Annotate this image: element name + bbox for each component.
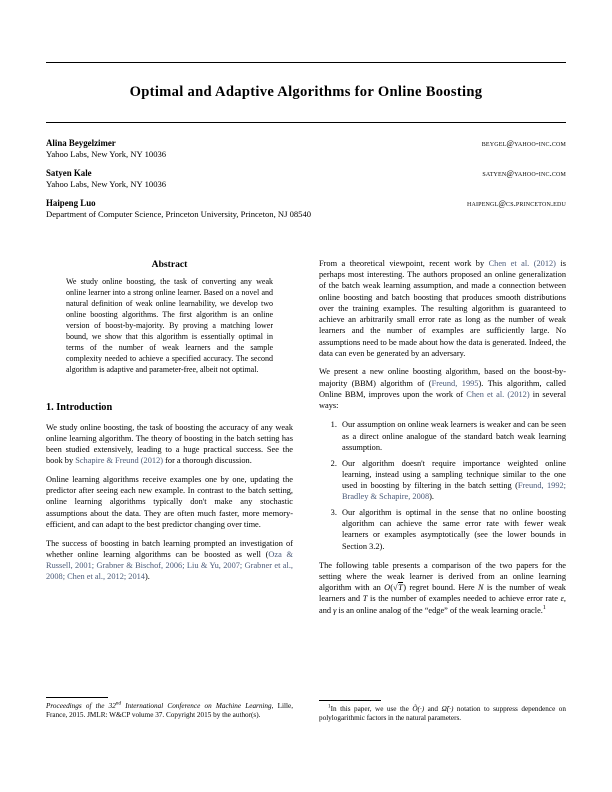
citation-reference[interactable]: Chen et al. (2012) — [466, 389, 530, 399]
math-symbol-gamma: γ — [333, 605, 337, 615]
proceedings-ordinal: nd — [115, 700, 122, 707]
abstract-heading: Abstract — [151, 259, 188, 270]
author-name: Haipeng Luo — [46, 198, 96, 208]
paragraph-with-math — [319, 560, 566, 616]
text-segment: ). — [144, 572, 150, 582]
title-rule-bottom — [46, 122, 566, 123]
list-item — [339, 458, 566, 503]
footnote-right — [319, 700, 566, 724]
text-segment: Our algorithm doesn't require importance weighted online learning, instead using a sampling technique similar to the one used in boosting by filtering in the batch setting ( — [342, 458, 566, 490]
text-segment: in several ways: — [319, 389, 567, 411]
math-sqrt-sign: √ — [392, 583, 398, 593]
text-segment: In this paper, we use the — [330, 704, 413, 713]
author-line — [46, 138, 566, 148]
text-segment: Our algorithm is optimal in the sense that no online boosting algorithm can achieve the same error rate with fewer weak learners or examples asymptotically (see the lower bounds in Section 3.2). — [342, 507, 566, 551]
author-block — [46, 138, 566, 228]
title-rule-top — [46, 62, 566, 63]
math-symbol-epsilon: ε — [560, 594, 564, 604]
text-segment: We study online boosting, the task of boosting the accuracy of any weak online learning algorithm. The theory of boosting in the batch setting has been studied extensively, leading to a huge practical success. See the book by — [46, 422, 293, 466]
proceedings-lead: Proceedings of the 32 — [46, 701, 116, 710]
text-segment: ). — [429, 492, 434, 502]
citation-reference[interactable]: Oza & Russell, 2001; Grabner & Bischof, 2006; Liu & Yu, 2007; Grabner et al., 2008; Chen et al., 2012; 2014 — [46, 549, 293, 582]
math-symbol-N: N — [477, 583, 484, 593]
list-item — [339, 507, 566, 552]
text-segment: Online learning algorithms receive examples one by one, updating the predictor after seeing each new example. In contrast to the batch setting, online learning algorithms typically don't make any stochastic assumptions about the data. They are often much faster, more memory-efficient, and can adapt to the best predictor changing over time. — [46, 474, 293, 529]
text-segment: We present a new online boosting algorithm, based on the boost-by-majority (BBM) algorithm of ( — [319, 367, 566, 388]
abstract-text: We study online boosting, the task of converting any weak online learner into a strong online learner. Based on a novel and natural definition of weak online learnability, we develop two online boosting algorithms. The first algorithm is an online version of boost-by-majority. By proving a matching lower bound, we show that this algorithm is essentially optimal in terms of the number of weak learners and the sample complexity needed to achieve a specified accuracy. The second algorithm is adaptive and parameter-free, albeit not optimal. — [66, 277, 273, 374]
footnote-left — [46, 697, 293, 721]
citation-reference[interactable]: Chen et al. (2012) — [488, 259, 556, 268]
section-heading-introduction: 1. Introduction — [46, 401, 113, 413]
citation-reference[interactable]: Freund, 1995 — [431, 378, 479, 388]
abstract-block — [66, 258, 273, 376]
text-segment: and — [424, 704, 442, 713]
text-segment: Our assumption on online weak learners is weaker and can be seen as a direct online analogue of the standard batch weak learning assumption. — [342, 420, 566, 452]
text-segment: is the number of weak learners and — [319, 583, 566, 604]
paragraph — [46, 474, 293, 530]
author-name: Alina Beygelzimer — [46, 138, 116, 148]
author-line — [46, 168, 566, 178]
left-column — [46, 258, 293, 582]
page-title: Optimal and Adaptive Algorithms for Online Boosting — [129, 84, 483, 100]
proceedings-conference: International Conference on Machine Learning — [121, 701, 272, 710]
contributions-list — [319, 419, 566, 551]
author-email[interactable]: haipengl@cs.princeton.edu — [467, 199, 566, 208]
paragraph — [46, 422, 293, 467]
text-segment: is an online analog of the “edge” of the weak learning oracle. — [336, 605, 543, 615]
paragraph — [319, 366, 566, 411]
math-symbol-T: T — [398, 583, 403, 593]
text-segment: , and — [319, 594, 566, 615]
author-affiliation: Yahoo Labs, New York, NY 10036 — [46, 179, 167, 189]
text-segment: regret bound. Here — [405, 583, 478, 593]
text-segment: ). This algorithm, called Online BBM, improves upon the work of — [319, 378, 566, 399]
text-segment: is the number of examples needed to achieve error rate — [367, 594, 561, 604]
author-affiliation: Department of Computer Science, Princeton University, Princeton, NJ 08540 — [46, 209, 312, 219]
math-symbol-soft-O: Õ(·) — [412, 704, 425, 713]
paragraph — [319, 258, 566, 359]
right-column — [319, 258, 566, 616]
text-segment: The following table presents a comparison of the two papers for the setting where the weak learner is derived from an online learning algorithm with an — [319, 560, 566, 593]
paragraph — [46, 538, 293, 583]
math-symbol-O: O — [384, 583, 391, 593]
math-paren-open: ( — [390, 583, 393, 593]
footnote-marker[interactable]: 1 — [542, 604, 546, 611]
author-entry — [46, 168, 566, 189]
math-symbol-T: T — [362, 594, 368, 604]
text-segment: From a theoretical viewpoint, recent work by — [319, 259, 489, 268]
proceedings-details: , Lille, France, 2015. JMLR: W&CP volume 37. Copyright 2015 by the author(s). — [46, 701, 293, 720]
citation-reference[interactable]: Freund, 1992; Bradley & Schapire, 2008 — [342, 480, 566, 502]
footnote-rule — [319, 700, 381, 701]
author-email[interactable]: satyen@yahoo-inc.com — [482, 169, 566, 178]
text-segment: is perhaps most interesting. The authors proposed an online generalization of the batch weak learning assumption, and made a connection between online boosting and batch boosting that produces smooth distributions over the training examples. The resulting algorithm is guaranteed to achieve an arbitrarily small error rate as long as the number of weak learners and the number of examples are sufficiently large. No assumptions need to be made about how the data is generated. Indeed, the data can even be generated by an adversary. — [319, 259, 566, 358]
math-paren-close: ) — [403, 583, 406, 593]
author-entry — [46, 138, 566, 159]
author-email[interactable]: beygel@yahoo-inc.com — [481, 139, 566, 148]
list-item — [339, 419, 566, 453]
text-segment: The success of boosting in batch learning prompted an investigation of whether online learning algorithms can be boosted as well ( — [46, 538, 293, 559]
footnote-rule — [46, 697, 108, 698]
text-segment: notation to suppress dependence on polylogarithmic factors in the natural parameters. — [319, 704, 566, 723]
footnote-notation — [319, 705, 566, 724]
author-name: Satyen Kale — [46, 168, 92, 178]
text-segment: for a thorough discussion. — [163, 456, 252, 466]
author-affiliation: Yahoo Labs, New York, NY 10036 — [46, 149, 167, 159]
citation-reference[interactable]: Schapire & Freund (2012) — [75, 456, 164, 466]
math-symbol-soft-Omega: Ω̃(·) — [441, 704, 454, 713]
author-entry — [46, 198, 566, 219]
footnote-proceedings — [46, 702, 293, 721]
math-expression-regret-bound — [384, 582, 406, 592]
author-line — [46, 198, 566, 208]
footnote-number: 1 — [328, 703, 331, 710]
